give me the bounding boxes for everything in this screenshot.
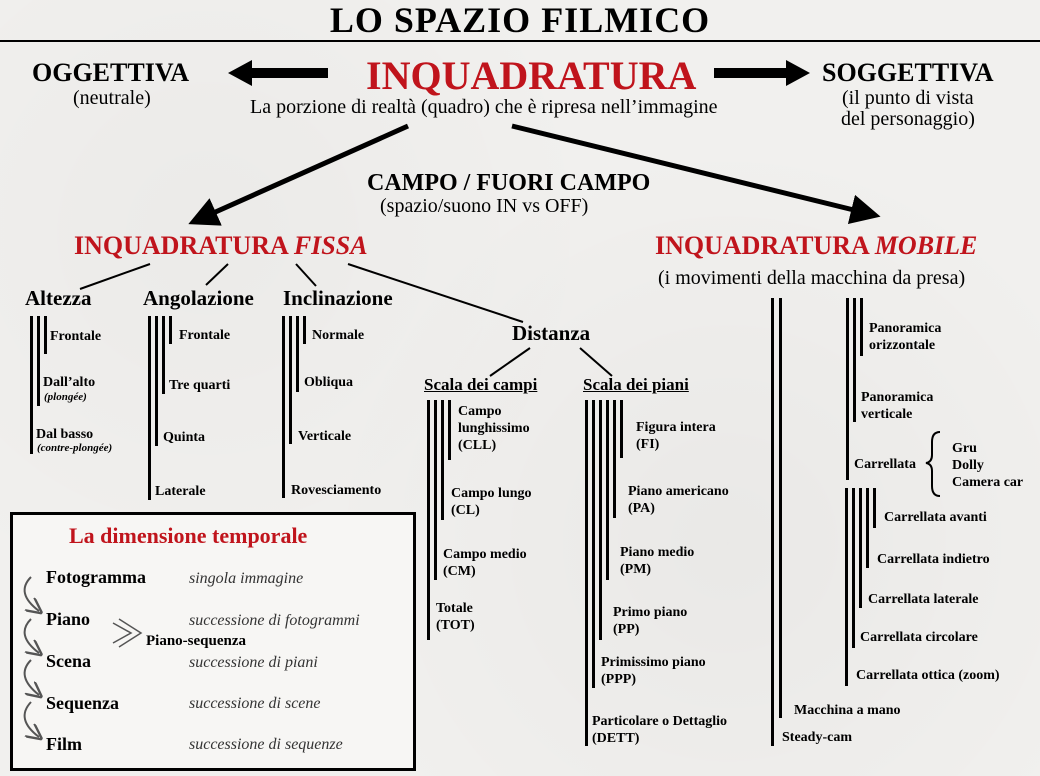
carrellata-indietro: Carrellata indietro	[877, 552, 990, 567]
temporale-title: La dimensione temporale	[69, 523, 308, 548]
campo-lunghissimo: Campo lunghissimo (CLL)	[458, 404, 530, 453]
campo-title: CAMPO / FUORI CAMPO	[367, 170, 651, 196]
angolazione-item-frontale: Frontale	[179, 328, 231, 343]
carrellata-types: Gru Dolly Camera car	[952, 441, 1024, 490]
scala-piani-label: Scala dei piani	[583, 375, 689, 394]
desc-piano: successione di fotogrammi	[189, 612, 360, 629]
carrellata-laterale: Carrellata laterale	[868, 592, 979, 607]
piano-figura-intera: Figura intera (FI)	[636, 420, 716, 452]
term-sequenza: Sequenza	[46, 693, 120, 713]
piano-medio: Piano medio (PM)	[620, 545, 695, 577]
campo-subtitle: (spazio/suono IN vs OFF)	[380, 195, 589, 217]
altezza-label: Altezza	[25, 286, 92, 310]
desc-fotogramma: singola immagine	[189, 570, 304, 587]
mobile-title: INQUADRATURA MOBILE	[655, 231, 978, 260]
desc-sequenza: successione di scene	[189, 695, 321, 712]
inquadratura-desc: La porzione di realtà (quadro) che è ripresa nell’immagine	[250, 96, 718, 118]
macchina-a-mano: Macchina a mano	[794, 703, 901, 718]
carrellata-avanti: Carrellata avanti	[884, 510, 987, 525]
particolare-dettaglio: Particolare o Dettaglio (DETT)	[592, 714, 728, 746]
term-fotogramma: Fotogramma	[46, 567, 146, 587]
altezza-note-plongee: (plongée)	[44, 391, 87, 403]
carrellata-circolare: Carrellata circolare	[860, 630, 978, 645]
soggettiva-sub-1: (il punto di vista	[842, 87, 974, 109]
angolazione-label: Angolazione	[143, 286, 254, 310]
altezza-bar	[30, 316, 33, 454]
page-title: LO SPAZIO FILMICO	[329, 0, 711, 40]
desc-film: successione di sequenze	[189, 736, 343, 753]
oggettiva-label: OGGETTIVA	[32, 58, 190, 87]
soggettiva-sub-2: del personaggio)	[841, 108, 975, 130]
campo-lungo: Campo lungo (CL)	[451, 486, 532, 518]
soggettiva-label: SOGGETTIVA	[822, 58, 994, 87]
inclinazione-item-normale: Normale	[312, 328, 365, 343]
campo-medio: Campo medio (CM)	[443, 547, 527, 579]
term-piano: Piano	[46, 609, 91, 629]
mobile-bar-mano	[779, 298, 782, 718]
term-film: Film	[46, 734, 82, 754]
panoramica-verticale: Panoramica verticale	[861, 390, 934, 422]
mobile-bar-steady	[771, 298, 774, 746]
distanza-label: Distanza	[512, 321, 591, 345]
angolazione-item-laterale: Laterale	[155, 484, 206, 499]
angolazione-item-quinta: Quinta	[163, 430, 206, 445]
arrow-right-icon	[714, 60, 810, 86]
panoramica-orizzontale: Panoramica orizzontale	[869, 321, 942, 353]
altezza-note-contre: (contre-plongée)	[37, 442, 113, 454]
arrow-left-icon	[228, 60, 328, 86]
angolazione-item-tre-quarti: Tre quarti	[169, 378, 231, 393]
carrellata-ottica: Carrellata ottica (zoom)	[856, 668, 1000, 683]
piano-sequenza: Piano-sequenza	[146, 633, 247, 649]
steady-cam: Steady-cam	[782, 730, 852, 745]
mobile-subtitle: (i movimenti della macchina da presa)	[658, 267, 966, 289]
altezza-item-frontale: Frontale	[50, 329, 102, 344]
brace-icon	[926, 432, 940, 496]
inclinazione-item-verticale: Verticale	[298, 429, 352, 444]
inquadratura-title: INQUADRATURA	[366, 53, 697, 98]
primo-piano: Primo piano (PP)	[613, 605, 688, 637]
piano-americano: Piano americano (PA)	[628, 484, 729, 516]
altezza-item-basso: Dal basso	[36, 427, 94, 442]
primissimo-piano: Primissimo piano (PPP)	[601, 655, 706, 687]
inclinazione-label: Inclinazione	[283, 286, 393, 310]
scala-campi-label: Scala dei campi	[424, 375, 538, 394]
temporale-box	[10, 512, 416, 771]
term-scena: Scena	[46, 651, 91, 671]
oggettiva-sub: (neutrale)	[73, 87, 151, 109]
desc-scena: successione di piani	[189, 654, 318, 671]
fissa-title: INQUADRATURA FISSA	[74, 231, 368, 260]
altezza-item-alto: Dall’alto	[43, 375, 96, 390]
campo-totale: Totale (TOT)	[436, 601, 475, 633]
carrellata-label: Carrellata	[854, 457, 916, 472]
inclinazione-item-obliqua: Obliqua	[304, 375, 354, 390]
inclinazione-item-rovesciamento: Rovesciamento	[291, 483, 382, 498]
